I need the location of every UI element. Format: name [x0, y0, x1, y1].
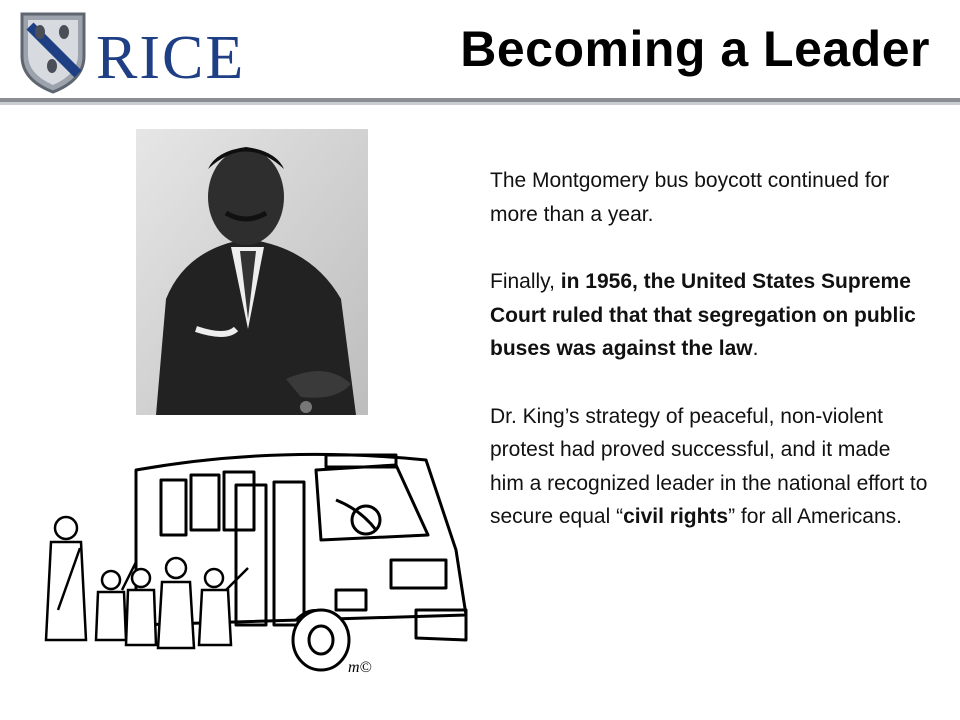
paragraph-strategy-end: ” for all Americans.: [728, 505, 902, 528]
paragraph-supreme-court-end: .: [752, 337, 759, 360]
rice-wordmark: RICE: [96, 24, 246, 92]
rice-shield-icon: [18, 10, 278, 94]
bus-signature: m©: [348, 659, 372, 676]
portrait-photo: [136, 129, 368, 415]
paragraph-supreme-court-bold: in 1956, the United States Supreme Court ruled that that segregation on public buses was against the law: [490, 270, 916, 360]
bus-icon: [36, 440, 476, 690]
rice-logo: [18, 10, 278, 94]
paragraph-strategy-bold: civil rights: [623, 505, 729, 528]
slide-body: [490, 164, 930, 568]
paragraph-boycott-text: The Montgomery bus boycott continued for more than a year.: [490, 169, 890, 226]
portrait-icon: [136, 129, 368, 415]
slide-header: [0, 0, 960, 108]
paragraph-strategy-lead: Dr. King’s strategy of peaceful, non-violent protest had proved successful, and it made him a recognized leader in the national effort to secure equal “: [490, 404, 928, 528]
header-divider: [0, 98, 960, 108]
bus-illustration: [36, 440, 476, 690]
paragraph-boycott: [490, 164, 930, 231]
paragraph-strategy: [490, 400, 930, 534]
slide-title: Becoming a Leader: [460, 21, 930, 77]
paragraph-supreme-court: [490, 265, 930, 366]
paragraph-supreme-court-lead: Finally,: [490, 270, 561, 293]
